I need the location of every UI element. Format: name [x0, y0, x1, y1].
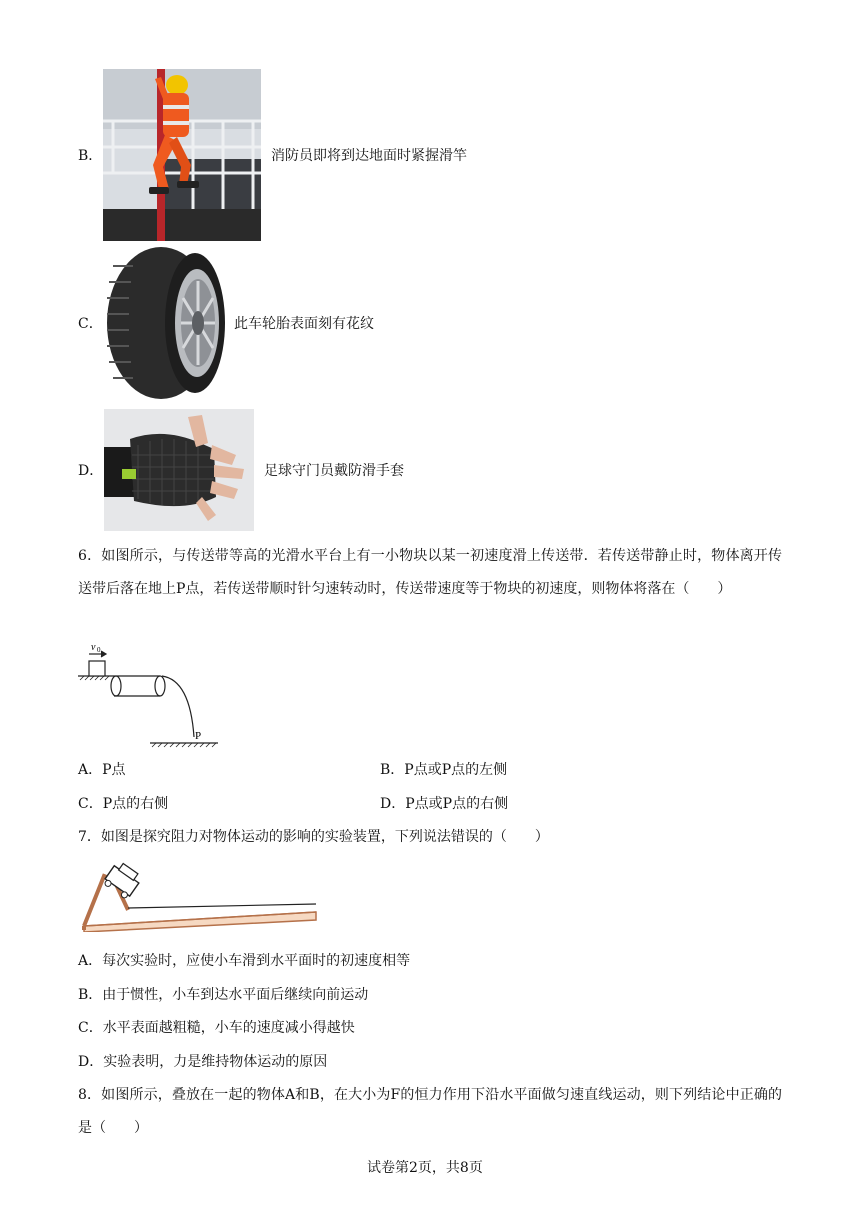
option-d-text: 足球守门员戴防滑手套: [264, 463, 404, 479]
q6-option-a: A．P点: [78, 762, 126, 778]
incline-cart-figure: [80, 860, 320, 932]
car-tire-photo: [103, 246, 225, 400]
q7-option-d: D．实验表明，力是维持物体运动的原因: [78, 1054, 328, 1070]
option-d-letter: D．: [78, 463, 104, 479]
q8-stem: 8．如图所示，叠放在一起的物体A和B，在大小为F的恒力作用下沿水平面做匀速直线运动，则下列结论中正确的是（ ）: [78, 1087, 782, 1136]
q7-stem: 7．如图是探究阻力对物体运动的影响的实验装置，下列说法错误的（ ）: [78, 829, 549, 845]
q7-option-a: A．每次实验时，应使小车滑到水平面时的初速度相等: [78, 953, 411, 969]
q6-option-c: C．P点的右侧: [78, 796, 169, 812]
p-label: P: [195, 730, 202, 742]
q6-stem: 6．如图所示，与传送带等高的光滑水平台上有一小物块以某一初速度滑上传送带．若传送带静止时，物体离开传送带后落在地上P点，若传送带顺时针匀速转动时，传送带速度等于物块的初速度，则物体将落在（ ）: [78, 548, 782, 597]
v0-label: v: [91, 642, 96, 653]
goalkeeper-glove-photo: [104, 409, 254, 531]
option-b-text: 消防员即将到达地面时紧握滑竿: [271, 148, 467, 164]
option-c-text: 此车轮胎表面刻有花纹: [234, 316, 374, 332]
conveyor-belt-figure: [78, 640, 228, 750]
option-c-letter: C．: [78, 316, 103, 332]
option-b-letter: B．: [78, 148, 103, 164]
page-footer: 试卷第2页，共8页: [367, 1160, 483, 1176]
q6-option-d: D．P点或P点的右侧: [380, 796, 509, 812]
q7-option-c: C．水平表面越粗糙，小车的速度减小得越快: [78, 1020, 355, 1036]
firefighter-pole-photo: [103, 69, 261, 241]
v0-subscript: 0: [97, 646, 101, 654]
q6-option-b: B．P点或P点的左侧: [380, 762, 508, 778]
q7-option-b: B．由于惯性，小车到达水平面后继续向前运动: [78, 987, 369, 1003]
